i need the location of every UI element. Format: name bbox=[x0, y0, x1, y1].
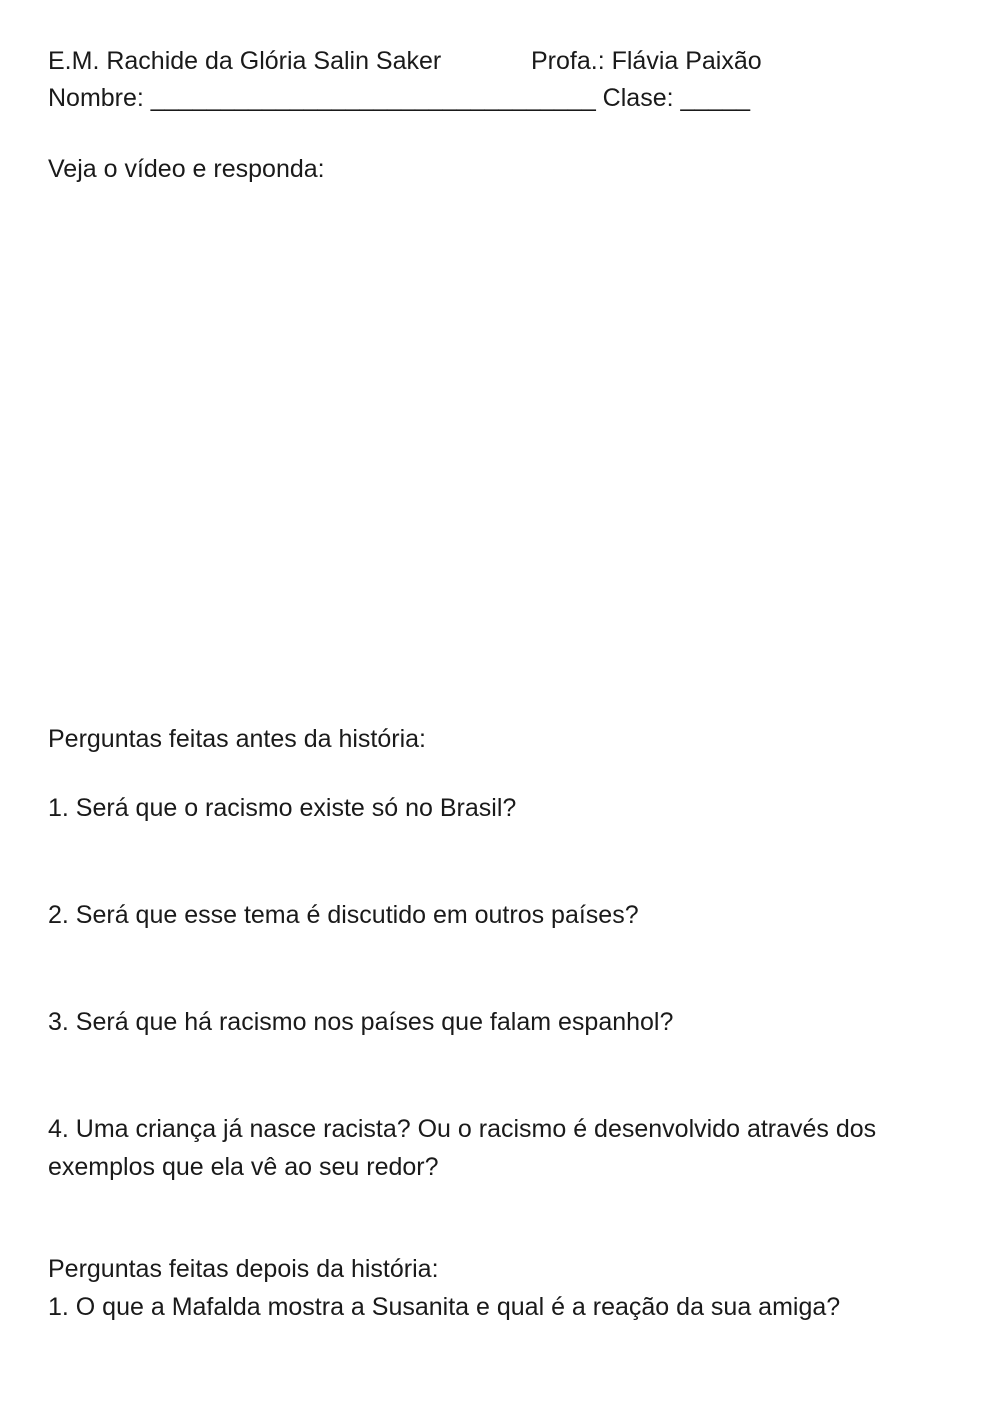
name-class-line: Nombre: ________________________________ Clase: _____ bbox=[48, 84, 751, 112]
before-question-3: 3. Será que há racismo nos países que falam espanhol? bbox=[48, 1008, 674, 1036]
school-name: E.M. Rachide da Glória Salin Saker bbox=[48, 47, 442, 75]
after-section-title: Perguntas feitas depois da história: bbox=[48, 1255, 439, 1283]
before-question-2: 2. Será que esse tema é discutido em outros países? bbox=[48, 901, 639, 929]
instruction: Veja o vídeo e responda: bbox=[48, 155, 325, 183]
before-question-1: 1. Será que o racismo existe só no Brasil? bbox=[48, 794, 517, 822]
before-section-title: Perguntas feitas antes da história: bbox=[48, 725, 427, 753]
before-question-4: 4. Uma criança já nasce racista? Ou o racismo é desenvolvido através dos exemplos que ela vê ao seu redor? bbox=[48, 1115, 877, 1181]
after-question-1: 1. O que a Mafalda mostra a Susanita e qual é a reação da sua amiga? bbox=[48, 1293, 841, 1321]
teacher-name: Profa.: Flávia Paixão bbox=[531, 47, 762, 75]
